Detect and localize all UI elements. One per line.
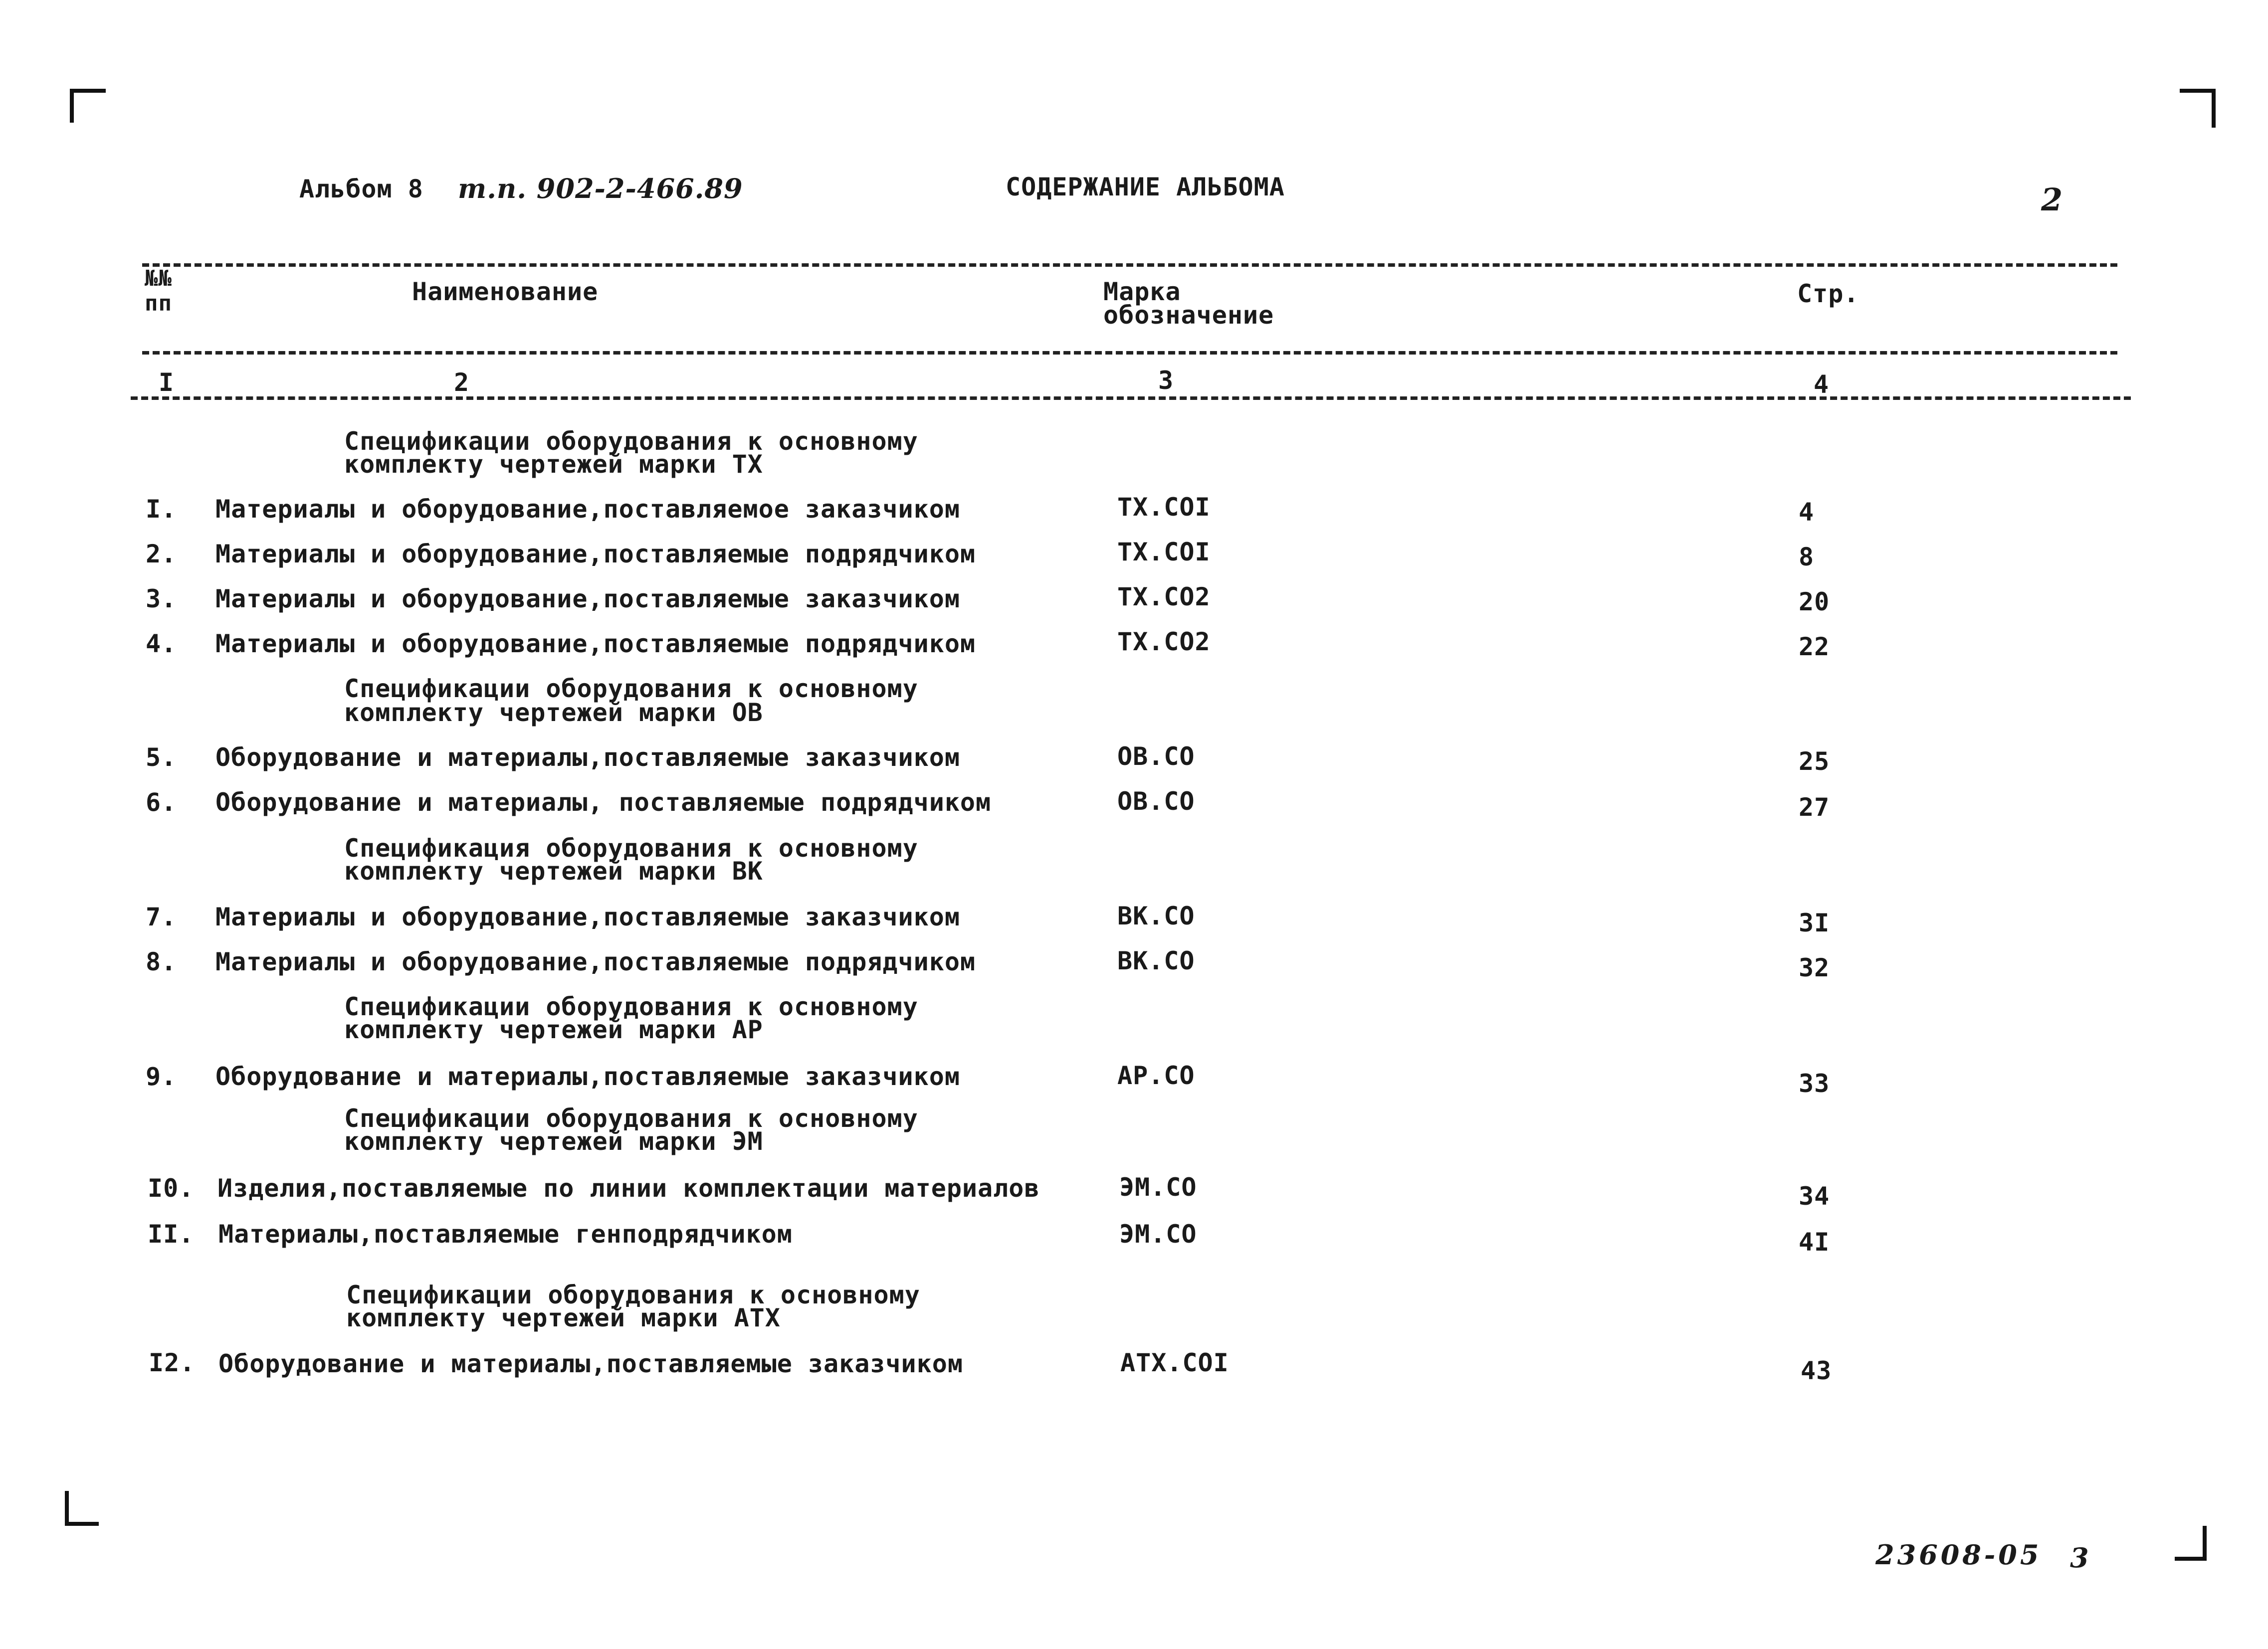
row-page: 4I	[1799, 1228, 1830, 1257]
row-mark: ТХ.СОI	[1117, 493, 1211, 522]
section-title-line1: Спецификации оборудования к основному	[344, 992, 918, 1021]
row-number: 9.	[146, 1062, 177, 1091]
column-header-name: Наименование	[412, 277, 599, 306]
section-title-line2: комплекту чертежей марки АР	[344, 1015, 763, 1044]
corner-mark-bottom-right	[2175, 1526, 2207, 1561]
row-number: I0.	[148, 1174, 195, 1203]
row-name: Оборудование и материалы,поставляемые заказчиком	[218, 1349, 963, 1378]
row-number: 4.	[146, 629, 177, 658]
row-name: Изделия,поставляемые по линии комплектации материалов	[217, 1174, 1040, 1203]
corner-mark-bottom-left	[65, 1491, 99, 1526]
column-number-3: 3	[1158, 366, 1174, 395]
footer-stamp: 23608-05	[1875, 1539, 2042, 1571]
header-rule-top	[142, 263, 2117, 267]
row-name: Материалы и оборудование,поставляемые подрядчиком	[215, 947, 976, 976]
row-name: Материалы и оборудование,поставляемое заказчиком	[215, 495, 960, 524]
row-number: I.	[146, 495, 177, 524]
album-label: Альбом 8	[299, 175, 423, 203]
corner-mark-top-left	[70, 89, 106, 123]
row-mark: ТХ.СО2	[1117, 627, 1211, 656]
corner-mark-top-right	[2180, 89, 2216, 128]
header-rule-bottom	[131, 396, 2131, 400]
row-name: Материалы и оборудование,поставляемые подрядчиком	[215, 629, 976, 658]
column-header-mark-line2: обозначение	[1103, 301, 1274, 330]
column-number-2: 2	[454, 368, 470, 397]
row-page: 34	[1799, 1182, 1830, 1211]
section-title-line1: Спецификации оборудования к основному	[344, 674, 918, 703]
row-page: 25	[1799, 747, 1830, 776]
row-page: 4	[1799, 498, 1815, 527]
row-page: 8	[1799, 543, 1815, 571]
row-number: 3.	[146, 584, 177, 613]
row-page: 33	[1799, 1069, 1830, 1098]
row-name: Оборудование и материалы, поставляемые подрядчиком	[215, 788, 992, 817]
row-page: 32	[1799, 953, 1830, 982]
row-number: I2.	[149, 1348, 196, 1377]
row-mark: ВК.СО	[1117, 946, 1195, 975]
row-name: Оборудование и материалы,поставляемые заказчиком	[215, 1062, 960, 1091]
row-page: 20	[1799, 587, 1830, 616]
row-name: Материалы и оборудование,поставляемые заказчиком	[215, 903, 960, 931]
section-title-line1: Спецификации оборудования к основному	[344, 1104, 918, 1133]
row-name: Оборудование и материалы,поставляемые заказчиком	[215, 743, 960, 772]
footer-sheet-number: 3	[2070, 1542, 2089, 1574]
row-mark: АР.СО	[1117, 1061, 1195, 1090]
row-mark: ТХ.СОI	[1117, 538, 1211, 566]
row-page: 22	[1799, 632, 1830, 661]
row-number: 7.	[146, 903, 177, 931]
section-title-line2: комплекту чертежей марки АТХ	[346, 1303, 781, 1332]
header-rule-middle	[142, 351, 2117, 355]
section-title-line1: Спецификации оборудования к основному	[346, 1281, 920, 1309]
row-number: 6.	[146, 788, 177, 817]
row-mark: ЭМ.СО	[1119, 1220, 1197, 1249]
row-number: 5.	[146, 743, 177, 772]
column-number-1: I	[159, 368, 175, 397]
column-number-4: 4	[1814, 370, 1830, 399]
section-title-line1: Спецификации оборудования к основному	[344, 427, 918, 456]
row-mark: ЭМ.СО	[1119, 1173, 1197, 1202]
page-number: 2	[2041, 182, 2063, 218]
row-mark: ВК.СО	[1117, 902, 1195, 930]
row-name: Материалы и оборудование,поставляемые подрядчиком	[215, 540, 976, 568]
row-mark: ОВ.СО	[1117, 787, 1195, 816]
row-number: 8.	[146, 947, 177, 976]
row-mark: ОВ.СО	[1117, 742, 1195, 771]
section-title-line2: комплекту чертежей марки ТХ	[344, 450, 763, 479]
section-title-line2: комплекту чертежей марки ЭМ	[344, 1127, 763, 1156]
column-header-num: №№ пп	[145, 266, 172, 316]
project-code: т.п. 902-2-466.89	[458, 173, 743, 204]
row-page: 3I	[1799, 909, 1830, 937]
row-page: 43	[1801, 1356, 1832, 1385]
row-mark: ТХ.СО2	[1117, 582, 1211, 611]
section-title-line2: комплекту чертежей марки ВК	[344, 857, 763, 886]
row-name: Материалы,поставляемые генподрядчиком	[218, 1220, 793, 1249]
row-page: 27	[1799, 793, 1830, 822]
row-mark: АТХ.СОI	[1120, 1348, 1229, 1377]
page-title: СОДЕРЖАНИЕ АЛЬБОМА	[1006, 173, 1285, 201]
row-name: Материалы и оборудование,поставляемые заказчиком	[215, 584, 960, 613]
section-title-line1: Спецификация оборудования к основному	[344, 834, 918, 863]
row-number: II.	[148, 1220, 195, 1249]
column-header-page: Стр.	[1797, 279, 1859, 308]
column-header-mark-line1: Марка	[1103, 277, 1181, 306]
section-title-line2: комплекту чертежей марки ОВ	[344, 698, 763, 727]
row-number: 2.	[146, 540, 177, 568]
